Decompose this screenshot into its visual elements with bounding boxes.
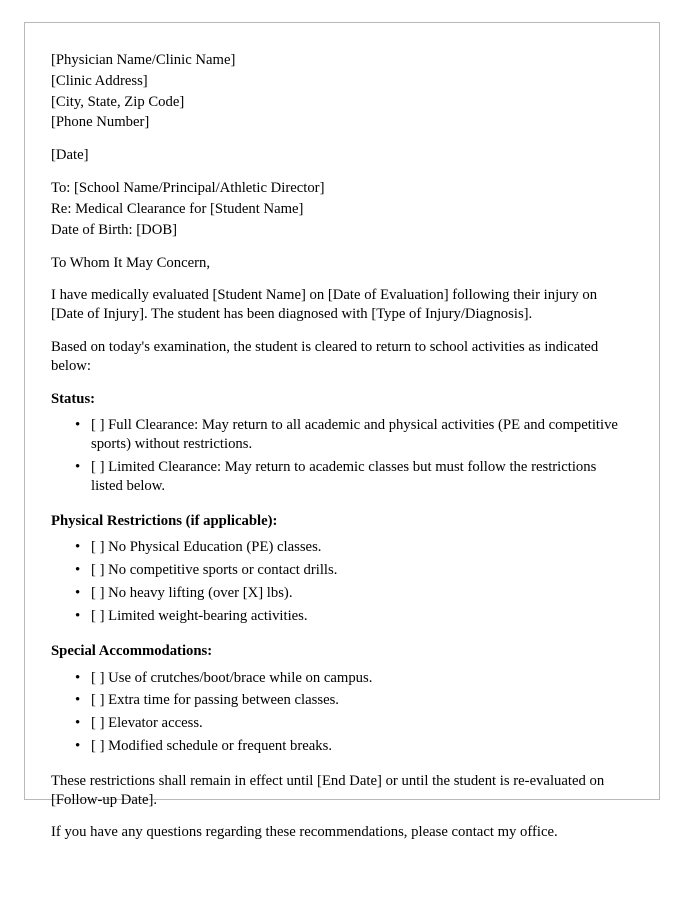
list-item[interactable]: • [ ] No heavy lifting (over [X] lbs). <box>91 584 623 603</box>
list-item[interactable]: • [ ] Modified schedule or frequent breaks. <box>91 737 623 756</box>
sender-line-3: [City, State, Zip Code] <box>51 93 185 110</box>
list-item[interactable]: • [ ] Elevator access. <box>91 714 623 733</box>
salutation: To Whom It May Concern, <box>51 254 211 271</box>
sender-line-1: [Physician Name/Clinic Name] <box>51 52 236 68</box>
section-heading-status: Status: <box>51 390 96 407</box>
paragraph-evaluation: I have medically evaluated [Student Name] on [Date of Evaluation] following their injury on [Date of Injury]. The student has been diagnosed with [Type of Injury/Diagnosis]. <box>51 287 598 323</box>
recipient-line-1: To: [School Name/Principal/Athletic Director] <box>51 180 325 197</box>
list-item[interactable]: • [ ] Use of crutches/boot/brace while on campus. <box>91 669 623 688</box>
special-accommodations-checklist <box>51 669 623 756</box>
sender-line-2: [Clinic Address] <box>51 72 148 89</box>
document-page <box>24 22 660 841</box>
paragraph-contact-clipped <box>51 823 623 841</box>
list-item[interactable]: • [ ] Extra time for passing between classes. <box>91 691 623 710</box>
recipient-line-2: Re: Medical Clearance for [Student Name] <box>51 200 304 217</box>
recipient-line-3: Date of Birth: [DOB] <box>51 221 178 238</box>
list-item[interactable]: • [ ] No Physical Education (PE) classes. <box>91 538 623 557</box>
paragraph-restriction-duration: These restrictions shall remain in effect until [End Date] or until the student is re-evaluated on [Follow-up Date]. <box>51 772 605 808</box>
date-line: [Date] <box>51 147 89 164</box>
recipient-block <box>51 179 623 239</box>
section-heading-physical-restrictions: Physical Restrictions (if applicable): <box>51 512 278 529</box>
paragraph-contact-text: If you have any questions regarding these recommendations, please contact my office. <box>51 824 558 841</box>
physical-restrictions-checklist <box>51 538 623 625</box>
list-item[interactable]: • [ ] No competitive sports or contact drills. <box>91 561 623 580</box>
status-checklist <box>51 416 623 495</box>
date-block <box>51 146 623 165</box>
sender-line-4: [Phone Number] <box>51 114 150 131</box>
section-heading-special-accommodations: Special Accommodations: <box>51 642 213 659</box>
sender-address-block <box>51 51 623 132</box>
document-body <box>25 23 659 841</box>
paragraph-clearance-intro: Based on today's examination, the student is cleared to return to school activities as indicated below: <box>51 338 599 374</box>
list-item[interactable]: • [ ] Limited Clearance: May return to academic classes but must follow the restrictions listed below. <box>91 458 623 496</box>
list-item[interactable]: • [ ] Full Clearance: May return to all academic and physical activities (PE and competitive sports) without restrictions. <box>91 416 623 454</box>
list-item[interactable]: • [ ] Limited weight-bearing activities. <box>91 607 623 626</box>
